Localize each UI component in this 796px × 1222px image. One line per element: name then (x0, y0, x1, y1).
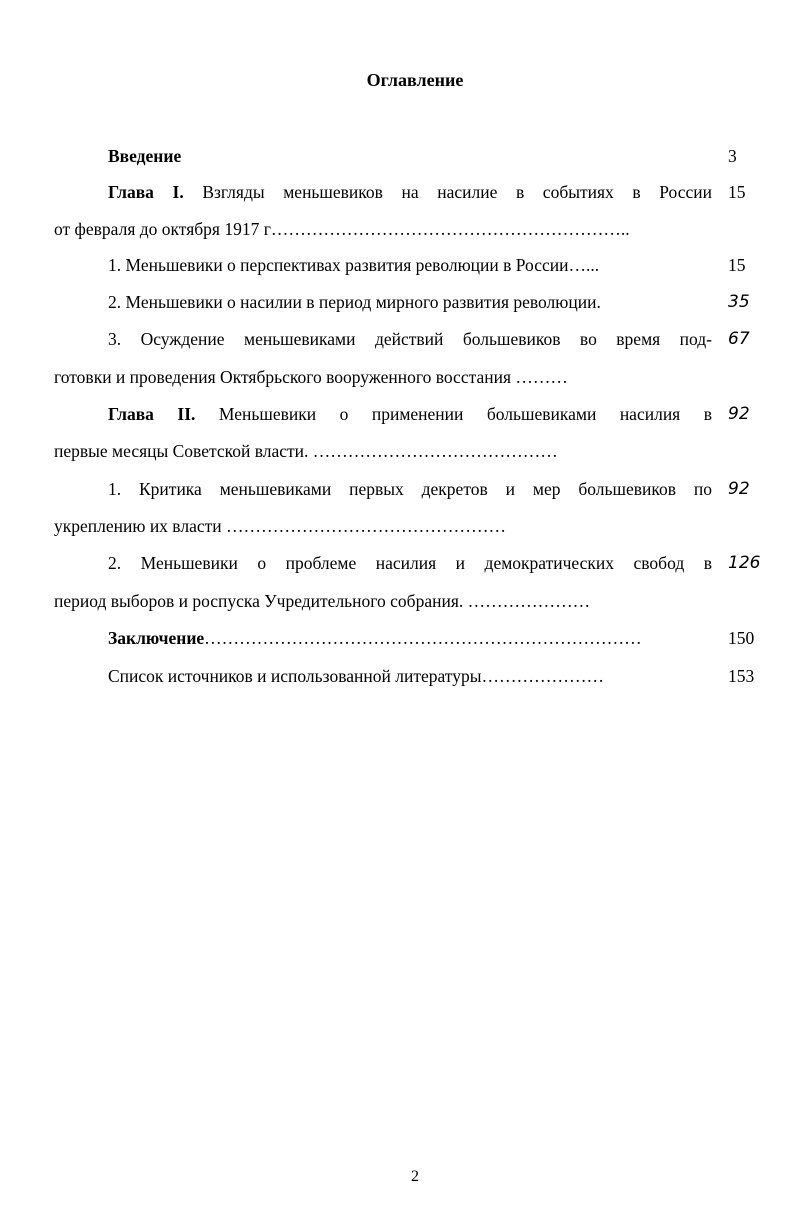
toc-entry-section-2-1-continued: укреплению их власти ………………………………………… (54, 516, 506, 536)
toc-page-number: 126 (728, 553, 761, 573)
toc-page-number: 15 (728, 255, 746, 275)
chapter-label: Глава I. (108, 182, 184, 202)
toc-entry-section-1-3: 3. Осуждение меньшевиками действий большевиков во время под- (108, 329, 712, 349)
toc-page-number: 92 (728, 404, 750, 424)
chapter-title: Меньшевики о применении большевиками насилия в (195, 404, 712, 424)
toc-entry-section-1-2: 2. Меньшевики о насилии в период мирного развития революции. (108, 292, 601, 312)
page-title: Оглавление (366, 70, 464, 90)
toc-page-number: 3 (728, 146, 737, 166)
toc-page-number: 35 (728, 292, 750, 312)
toc-entry-conclusion (108, 627, 642, 649)
chapter-label: Глава II. (108, 404, 196, 424)
toc-entry-section-2-1: 1. Критика меньшевиками первых декретов и мер большевиков по (108, 479, 712, 499)
toc-page-number: 150 (728, 628, 755, 648)
toc-entry-chapter-1-continued: от февраля до октября 1917 г…………………………………………………….. (54, 219, 630, 239)
toc-page-number: 15 (728, 182, 746, 202)
toc-page-number: 153 (728, 666, 755, 686)
conclusion-label: Заключение (108, 628, 205, 648)
footer-page-number: 2 (411, 1168, 419, 1185)
chapter-title: Взгляды меньшевиков на насилие в событиях в России (183, 182, 712, 202)
toc-entry-chapter-1 (108, 181, 712, 203)
toc-entry-chapter-2-continued: первые месяцы Советской власти. …………………………………… (54, 441, 558, 461)
toc-entry-bibliography: Список источников и использованной литературы………………… (108, 666, 604, 686)
toc-entry-chapter-2 (108, 403, 712, 425)
toc-page-number: 67 (728, 329, 750, 349)
dot-leader: ………………………………………………………………… (204, 628, 642, 648)
toc-entry-section-1-3-continued: готовки и проведения Октябрьского вооруженного восстания ……… (54, 367, 568, 387)
toc-page-number: 92 (728, 479, 750, 499)
toc-entry-introduction: Введение (108, 146, 182, 166)
toc-entry-section-2-2: 2. Меньшевики о проблеме насилия и демократических свобод в (108, 553, 712, 573)
toc-entry-section-2-2-continued: период выборов и роспуска Учредительного собрания. ………………… (54, 591, 591, 611)
toc-entry-section-1-1: 1. Меньшевики о перспективах развития революции в России…... (108, 255, 600, 275)
